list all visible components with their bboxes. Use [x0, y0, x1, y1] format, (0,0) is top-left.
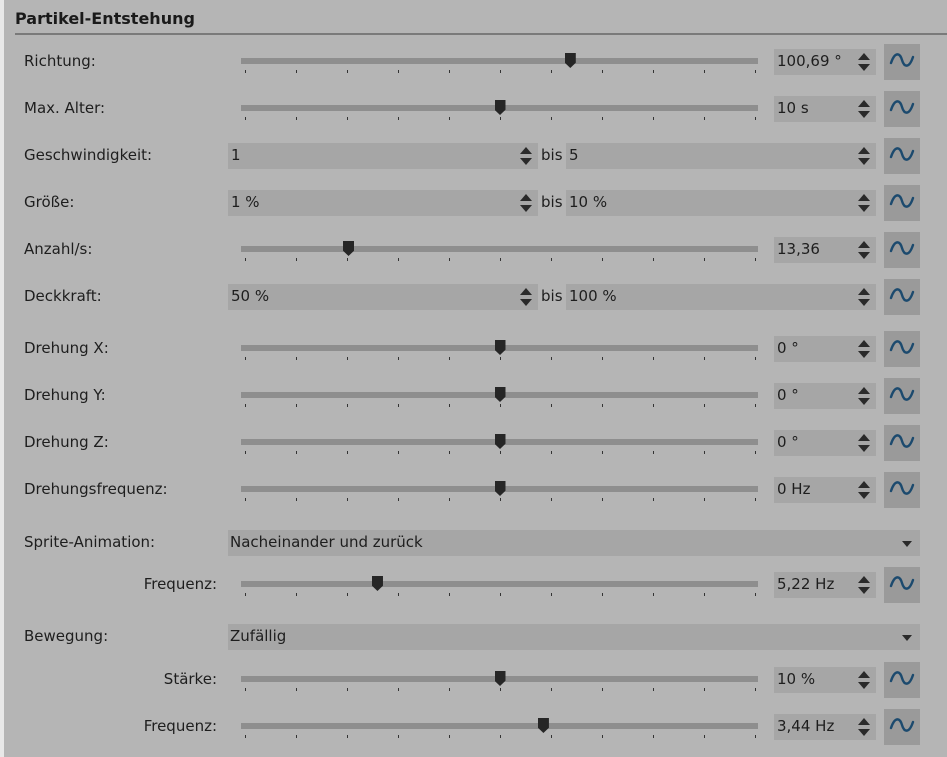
slider-tick [602, 357, 603, 360]
slider-tick [653, 357, 654, 360]
slider-tick [296, 498, 297, 501]
slider-track[interactable] [241, 58, 758, 64]
value-spinbox[interactable] [774, 572, 876, 598]
slider-tick [449, 357, 450, 360]
slider-tick [398, 593, 399, 596]
slider-tick [347, 498, 348, 501]
slider-tick [704, 498, 705, 501]
spin-arrows-icon[interactable] [858, 194, 870, 212]
slider-tick [398, 258, 399, 261]
param-label: Stärke: [163, 670, 217, 688]
wave-icon [889, 99, 915, 119]
slider-tick [653, 735, 654, 738]
param-label: Richtung: [24, 52, 96, 70]
modulation-button[interactable] [884, 567, 920, 603]
slider-tick [449, 688, 450, 691]
slider-tick [551, 258, 552, 261]
slider-tick [755, 688, 756, 691]
param-row [0, 619, 947, 655]
slider-tick [602, 735, 603, 738]
slider-thumb[interactable] [372, 576, 383, 591]
slider-tick [704, 451, 705, 454]
param-row [0, 662, 947, 698]
range-to-value: 100 % [569, 287, 617, 305]
slider-tick [500, 735, 501, 738]
modulation-button[interactable] [884, 44, 920, 80]
slider-tick [245, 258, 246, 261]
spin-arrows-icon[interactable] [858, 288, 870, 306]
range-separator: bis [541, 193, 563, 211]
spin-arrows-icon[interactable] [858, 671, 870, 689]
slider-tick [500, 498, 501, 501]
slider-tick [245, 688, 246, 691]
param-label: Drehungsfrequenz: [24, 480, 168, 498]
slider-tick [704, 117, 705, 120]
slider-tick [704, 258, 705, 261]
value-spinbox[interactable] [774, 714, 876, 740]
slider-tick [245, 70, 246, 73]
param-row [0, 525, 947, 561]
slider-tick [653, 688, 654, 691]
spin-arrows-icon[interactable] [858, 387, 870, 405]
param-label: Drehung X: [24, 339, 109, 357]
slider-tick [398, 735, 399, 738]
slider-tick [449, 498, 450, 501]
slider-tick [500, 688, 501, 691]
slider-tick [347, 117, 348, 120]
modulation-button[interactable] [884, 138, 920, 174]
slider-tick [653, 451, 654, 454]
chevron-down-icon [902, 541, 912, 547]
wave-icon [889, 193, 915, 213]
param-label: Frequenz: [143, 717, 217, 735]
slider-tick [449, 70, 450, 73]
section-divider [15, 33, 947, 35]
value-text: 0 ° [777, 339, 799, 357]
dropdown[interactable] [228, 530, 920, 556]
spin-arrows-icon[interactable] [858, 241, 870, 259]
slider-tick [296, 117, 297, 120]
param-label: Größe: [24, 193, 75, 211]
spin-arrows-icon[interactable] [858, 576, 870, 594]
slider-tick [653, 258, 654, 261]
value-spinbox[interactable] [774, 477, 876, 503]
wave-icon [889, 717, 915, 737]
slider-tick [398, 451, 399, 454]
slider-tick [296, 258, 297, 261]
slider-tick [245, 451, 246, 454]
slider-tick [755, 404, 756, 407]
param-row [0, 378, 947, 414]
slider-tick [296, 70, 297, 73]
modulation-button[interactable] [884, 232, 920, 268]
slider-tick [500, 357, 501, 360]
slider-tick [755, 357, 756, 360]
range-separator: bis [541, 287, 563, 305]
slider-tick [602, 688, 603, 691]
slider-tick [347, 593, 348, 596]
spin-arrows-icon[interactable] [858, 434, 870, 452]
slider-tick [296, 451, 297, 454]
slider-tick [704, 593, 705, 596]
spin-arrows-icon[interactable] [520, 147, 532, 165]
slider-tick [551, 451, 552, 454]
value-text: 10 s [777, 99, 809, 117]
slider-thumb[interactable] [343, 241, 354, 256]
slider-tick [653, 593, 654, 596]
slider-tick [704, 688, 705, 691]
chevron-down-icon [902, 635, 912, 641]
slider-tick [755, 498, 756, 501]
slider-tick [245, 117, 246, 120]
slider-tick [551, 117, 552, 120]
param-row [0, 709, 947, 745]
range-to-spinbox[interactable] [566, 284, 876, 310]
value-spinbox[interactable] [774, 237, 876, 263]
slider-tick [296, 593, 297, 596]
slider-tick [551, 498, 552, 501]
param-row [0, 425, 947, 461]
slider-thumb[interactable] [495, 100, 506, 115]
param-row [0, 472, 947, 508]
value-text: 100,69 ° [777, 52, 842, 70]
slider-tick [245, 593, 246, 596]
slider-track[interactable] [241, 581, 758, 587]
slider-thumb[interactable] [565, 53, 576, 68]
spin-arrows-icon[interactable] [858, 718, 870, 736]
slider-tick [449, 735, 450, 738]
slider-tick [347, 70, 348, 73]
slider-tick [551, 735, 552, 738]
slider-tick [755, 117, 756, 120]
slider-tick [755, 70, 756, 73]
modulation-button[interactable] [884, 91, 920, 127]
slider-tick [449, 404, 450, 407]
range-separator: bis [541, 146, 563, 164]
modulation-button[interactable] [884, 709, 920, 745]
slider-tick [704, 357, 705, 360]
slider-tick [296, 404, 297, 407]
spin-arrows-icon[interactable] [858, 481, 870, 499]
slider-track[interactable] [241, 723, 758, 729]
slider-tick [347, 357, 348, 360]
range-from-value: 1 [231, 146, 241, 164]
section-title: Partikel-Entstehung [15, 9, 195, 28]
range-to-value: 10 % [569, 193, 608, 211]
value-text: 0 ° [777, 386, 799, 404]
param-row [0, 138, 947, 174]
slider-thumb[interactable] [495, 481, 506, 496]
slider-tick [398, 70, 399, 73]
slider-tick [653, 404, 654, 407]
wave-icon [889, 339, 915, 359]
modulation-button[interactable] [884, 425, 920, 461]
value-text: 0 ° [777, 433, 799, 451]
wave-icon [889, 386, 915, 406]
spin-arrows-icon[interactable] [858, 340, 870, 358]
slider-tick [500, 404, 501, 407]
value-spinbox[interactable] [774, 383, 876, 409]
wave-icon [889, 670, 915, 690]
slider-tick [551, 593, 552, 596]
value-spinbox[interactable] [774, 667, 876, 693]
slider-tick [500, 593, 501, 596]
slider-tick [551, 357, 552, 360]
wave-icon [889, 52, 915, 72]
param-row [0, 279, 947, 315]
param-row [0, 331, 947, 367]
dropdown-value: Nacheinander und zurück [230, 533, 423, 551]
slider-tick [755, 735, 756, 738]
slider-tick [755, 593, 756, 596]
param-row [0, 567, 947, 603]
value-text: 10 % [777, 670, 816, 688]
slider-tick [602, 451, 603, 454]
slider-tick [602, 404, 603, 407]
dropdown-value: Zufällig [230, 627, 287, 645]
slider-tick [602, 117, 603, 120]
value-spinbox[interactable] [774, 49, 876, 75]
slider-tick [449, 593, 450, 596]
slider-tick [653, 70, 654, 73]
slider-tick [296, 735, 297, 738]
modulation-button[interactable] [884, 279, 920, 315]
value-text: 3,44 Hz [777, 717, 835, 735]
slider-thumb[interactable] [495, 671, 506, 686]
modulation-button[interactable] [884, 662, 920, 698]
slider-tick [551, 404, 552, 407]
slider-tick [449, 258, 450, 261]
slider-thumb[interactable] [495, 434, 506, 449]
spin-arrows-icon[interactable] [858, 147, 870, 165]
slider-tick [347, 451, 348, 454]
slider-tick [704, 735, 705, 738]
value-text: 0 Hz [777, 480, 811, 498]
wave-icon [889, 287, 915, 307]
param-label: Drehung Z: [24, 433, 109, 451]
wave-icon [889, 146, 915, 166]
range-from-spinbox[interactable] [228, 284, 538, 310]
param-label: Bewegung: [24, 627, 109, 645]
modulation-button[interactable] [884, 472, 920, 508]
slider-tick [704, 70, 705, 73]
slider-tick [602, 258, 603, 261]
wave-icon [889, 575, 915, 595]
param-label: Frequenz: [143, 575, 217, 593]
spin-arrows-icon[interactable] [858, 100, 870, 118]
range-from-spinbox[interactable] [228, 190, 538, 216]
wave-icon [889, 433, 915, 453]
modulation-button[interactable] [884, 378, 920, 414]
param-row [0, 185, 947, 221]
param-row [0, 44, 947, 80]
slider-tick [245, 498, 246, 501]
range-from-value: 1 % [231, 193, 260, 211]
value-text: 13,36 [777, 240, 820, 258]
param-row [0, 232, 947, 268]
slider-tick [653, 498, 654, 501]
slider-tick [296, 357, 297, 360]
param-label: Drehung Y: [24, 386, 106, 404]
range-to-spinbox[interactable] [566, 190, 876, 216]
slider-tick [398, 357, 399, 360]
slider-tick [245, 404, 246, 407]
slider-tick [500, 70, 501, 73]
modulation-button[interactable] [884, 331, 920, 367]
slider-tick [347, 258, 348, 261]
param-row [0, 91, 947, 127]
slider-tick [245, 357, 246, 360]
slider-tick [296, 688, 297, 691]
param-label: Max. Alter: [24, 99, 106, 117]
param-label: Sprite-Animation: [24, 533, 156, 551]
spin-arrows-icon[interactable] [520, 194, 532, 212]
slider-tick [551, 70, 552, 73]
dropdown[interactable] [228, 624, 920, 650]
slider-tick [347, 404, 348, 407]
slider-track[interactable] [241, 246, 758, 252]
slider-tick [398, 688, 399, 691]
slider-thumb[interactable] [538, 718, 549, 733]
param-label: Geschwindigkeit: [24, 146, 153, 164]
slider-tick [704, 404, 705, 407]
slider-tick [398, 117, 399, 120]
modulation-button[interactable] [884, 185, 920, 221]
slider-tick [653, 117, 654, 120]
wave-icon [889, 480, 915, 500]
slider-tick [347, 735, 348, 738]
slider-tick [449, 117, 450, 120]
value-spinbox[interactable] [774, 430, 876, 456]
slider-tick [602, 593, 603, 596]
slider-thumb[interactable] [495, 387, 506, 402]
slider-tick [500, 451, 501, 454]
slider-tick [398, 404, 399, 407]
param-label: Deckkraft: [24, 287, 102, 305]
slider-tick [551, 688, 552, 691]
value-spinbox[interactable] [774, 336, 876, 362]
slider-tick [755, 258, 756, 261]
range-from-spinbox[interactable] [228, 143, 538, 169]
range-from-value: 50 % [231, 287, 270, 305]
slider-tick [500, 117, 501, 120]
param-label: Anzahl/s: [24, 240, 93, 258]
wave-icon [889, 240, 915, 260]
slider-tick [500, 258, 501, 261]
value-spinbox[interactable] [774, 96, 876, 122]
spin-arrows-icon[interactable] [858, 53, 870, 71]
slider-tick [755, 451, 756, 454]
slider-tick [602, 70, 603, 73]
range-to-value: 5 [569, 146, 579, 164]
slider-tick [347, 688, 348, 691]
slider-tick [449, 451, 450, 454]
range-to-spinbox[interactable] [566, 143, 876, 169]
value-text: 5,22 Hz [777, 575, 835, 593]
slider-tick [602, 498, 603, 501]
slider-tick [245, 735, 246, 738]
spin-arrows-icon[interactable] [520, 288, 532, 306]
slider-tick [398, 498, 399, 501]
slider-thumb[interactable] [495, 340, 506, 355]
